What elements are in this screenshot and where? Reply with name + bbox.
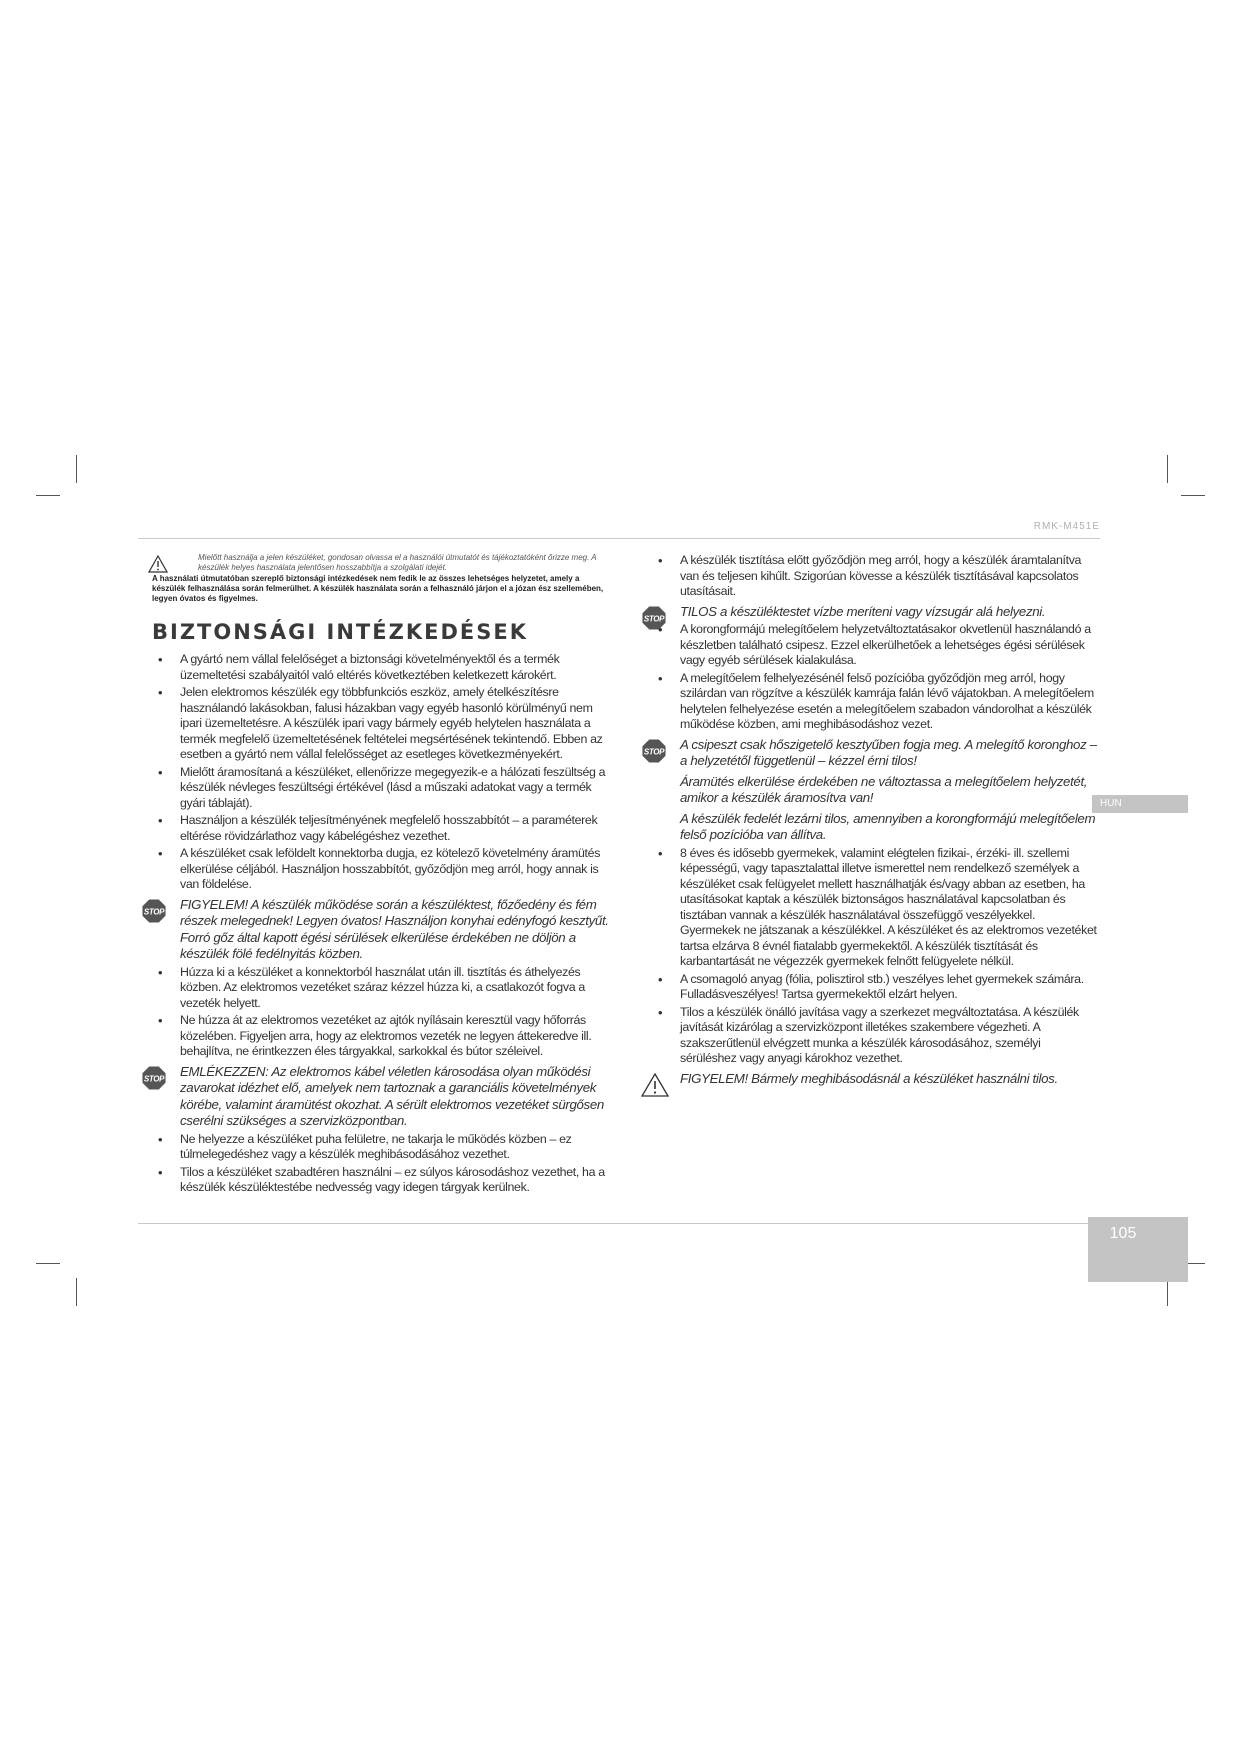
intro-italic-text: Mielőtt használja a jelen készüléket, gondosan olvassa el a használói útmutatót és tájékoztatóként őrizze meg. A készülék helyes használata jelentősen hosszabbítja a szolgálati idejét. bbox=[198, 553, 597, 572]
item-text: FIGYELEM! A készülék működése során a készüléktest, főzőedény és fém részek melegednek! Legyen óvatos! Használjon konyhai edényfogó kesztyűt. Forró gőz által kapott égési sérülések elkerülése érdekében ne döljön a készülék fölé fedélnyitás közben. bbox=[180, 896, 609, 961]
section-title: BIZTONSÁGI INTÉZKEDÉSEK bbox=[152, 620, 528, 644]
stop-sign-label: STOP bbox=[643, 747, 665, 756]
bullet-marker: • bbox=[158, 1013, 163, 1028]
item-text: Jelen elektromos készülék egy többfunkciós eszköz, amely ételkészítésre használandó lakásokban, falusi házakban vagy egyéb hasonló körülményű nem ipari üzemeltetésre. A készülék ipari vagy bármely egyéb helytelen használata a termék megfelelő üzemeltetésének feltételei megsértésének tekintendő. Ebben az esetben a gyártó nem vállal felelősséget az esetleges következményekért. bbox=[180, 685, 603, 761]
italic-note bbox=[652, 774, 1098, 807]
item-text: A csipeszt csak hőszigetelő kesztyűben fogja meg. A melegítő koronghoz – a helyzetétől függetlenül – kézzel érni tilos! bbox=[680, 736, 1097, 768]
bullet-item bbox=[152, 685, 614, 763]
crop-mark bbox=[1167, 1278, 1168, 1306]
bullet-marker: • bbox=[658, 553, 663, 568]
item-text: A melegítőelem felhelyezésénél felső pozícióba győződjön meg arról, hogy szilárdan van rögzítve a készülék kamrája falán lévő vájatokban. A melegítőelem helytelen felhelyezése esetén a melegítőelem szabadon vándorolhat a készülék működése közben, ami meghibásodáshoz vezet. bbox=[680, 670, 1094, 731]
bullet-marker: • bbox=[658, 971, 663, 987]
intro-block bbox=[152, 553, 614, 604]
stop-warning-item bbox=[143, 1063, 614, 1130]
crop-mark bbox=[36, 1263, 60, 1264]
item-text: Használjon a készülék teljesítményének megfelelő hosszabbítót – a paraméterek eltérése rövidzárlathoz vagy kábelégéshez vezethet. bbox=[180, 813, 598, 843]
bullet-marker: • bbox=[658, 622, 663, 637]
warning-triangle-icon bbox=[641, 1073, 669, 1097]
item-text: Áramütés elkerülése érdekében ne változtassa a melegítőelem helyzetét, amikor a készülék áramosítva van! bbox=[680, 773, 1088, 805]
right-column bbox=[643, 553, 1098, 1089]
stop-warning-item bbox=[643, 603, 1098, 623]
crop-mark bbox=[1181, 495, 1205, 496]
stop-sign-label: STOP bbox=[643, 614, 665, 623]
crop-mark bbox=[76, 455, 77, 483]
bullet-item bbox=[652, 846, 1098, 970]
stop-sign-icon bbox=[141, 898, 167, 924]
bullet-marker: • bbox=[158, 685, 163, 700]
bullet-item bbox=[152, 1013, 614, 1060]
bullet-marker: • bbox=[158, 846, 163, 861]
crop-mark bbox=[76, 1278, 77, 1306]
item-text: A gyártó nem vállal felelőséget a biztonsági követelményektől és a termék üzemeltetési szabályaitól való eltérés következtében keletkezett károkért. bbox=[180, 652, 560, 682]
stop-sign-icon bbox=[141, 1065, 167, 1091]
crop-mark bbox=[36, 495, 60, 496]
item-text: Ne helyezze a készüléket puha felületre, ne takarja le működés közben – ez túlmelegedéshez vagy a készülék meghibásodásához vezethet. bbox=[180, 1131, 572, 1161]
bullet-item bbox=[652, 622, 1098, 669]
right-safety-list bbox=[643, 553, 1098, 1087]
language-tab: HUN bbox=[1092, 795, 1188, 813]
stop-sign-label: STOP bbox=[143, 1074, 165, 1083]
bullet-item bbox=[652, 1005, 1098, 1067]
item-text: A készülék tisztítása előtt győződjön meg arról, hogy a készülék áramtalanítva van és teljesen kihűlt. Szigorúan kövesse a készülék tisztításával kapcsolatos utasításait. bbox=[680, 553, 1082, 598]
intro-bold-text: A használati útmutatóban szereplő biztonsági intézkedések nem fedik le az összes lehetséges helyzetet, amely a készülék felhasználása során felmerülhet. A készülék használata során a felhasználó járjon el a józan ész szellemében, legyen óvatos és figyelmes. bbox=[152, 574, 604, 603]
item-text: 8 éves és idősebb gyermekek, valamint elégtelen fizikai-, érzéki- ill. szellemi képességű, vagy tapasztalattal illetve ismerettel nem rendelkező személyek a készüléket csak felügyelet mellett használhatják és/vagy abban az esetben, ha utasításokat kaptak a készülék biztonságos használatával kapcsolatban és tisztában vannak a készülék használatával összefüggő veszélyekkel. Gyermekek ne játszanak a készülékkel. A készüléket és az elektromos vezetéket tartsa elzárva 8 évnél fiatalabb gyermekektől. A készülék tisztítását és karbantartását ne végezzék gyermekek felnőtt felügyelete nélkül. bbox=[680, 845, 1097, 968]
item-text: A csomagoló anyag (fólia, polisztirol stb.) veszélyes lehet gyermekek számára. Fulladásveszélyes! Tartsa gyermekektől elzárt helyen. bbox=[680, 971, 1084, 1001]
bullet-marker: • bbox=[158, 1131, 163, 1147]
item-text: A készülék fedelét lezárni tilos, amennyiben a korongformájú melegítőelem felső pozícióba van állítva. bbox=[680, 810, 1096, 842]
bullet-item bbox=[152, 846, 614, 893]
model-number: RMK-M451E bbox=[1033, 521, 1100, 532]
left-safety-list bbox=[143, 652, 614, 1196]
item-text: TILOS a készüléktestet vízbe meríteni vagy vízsugár alá helyezni. bbox=[680, 603, 1046, 619]
stop-warning-item bbox=[143, 896, 614, 963]
bullet-item bbox=[152, 652, 614, 683]
bullet-item bbox=[652, 972, 1098, 1003]
bullet-marker: • bbox=[158, 964, 163, 980]
bullet-item bbox=[652, 671, 1098, 733]
item-text: A készüléket csak leföldelt konnektorba dugja, ez kötelező követelmény áramütés elkerülése céljából. Használjon hosszabbítót, győződjön meg arról, hogy annak is van földelése. bbox=[180, 846, 601, 891]
bullet-item bbox=[152, 765, 614, 812]
left-column bbox=[143, 553, 614, 1198]
item-text: Húzza ki a készüléket a konnektorból használat után ill. tisztítás és áthelyezés közben. Az elektromos vezetéket száraz kézzel húzza ki, a csatlakozót fogva a vezeték helyett. bbox=[180, 964, 585, 1010]
item-text: Tilos a készüléket szabadtéren használni – ez súlyos károsodáshoz vezethet, ha a készülék készüléktestébe nedvesség vagy idegen tárgyak kerülnek. bbox=[180, 1164, 605, 1194]
item-text: Mielőtt áramosítaná a készüléket, ellenőrizze megegyezik-e a hálózati feszültség a készülék névleges feszültségi értékével (lásd a műszaki adatokat vagy a termék gyári táblaját). bbox=[180, 764, 606, 810]
item-text: FIGYELEM! Bármely meghibásodásnál a készüléket használni tilos. bbox=[680, 1070, 1058, 1086]
item-text: Ne húzza át az elektromos vezetéket az ajtók nyílásain keresztül vagy hőforrás közelében. Figyeljen arra, hogy az elektromos vezeték ne legyen áttekeredve ill. behajlítva, ne érintkezzen éles tárgyakkal, sarkokkal és bútor széleivel. bbox=[180, 1013, 592, 1058]
bullet-marker: • bbox=[658, 845, 663, 861]
bullet-item bbox=[152, 1165, 614, 1196]
item-text: A korongformájú melegítőelem helyzetváltoztatásakor okvetlenül használandó a készletben található csipesz. Ezzel elkerülhetőek a lehetséges égési sérülések vagy egyéb sérülések kialakulása. bbox=[680, 622, 1091, 667]
bullet-item bbox=[152, 1132, 614, 1163]
bullet-item bbox=[152, 965, 614, 1012]
footer-rule bbox=[138, 1223, 1088, 1224]
header-rule bbox=[138, 538, 1100, 539]
bullet-marker: • bbox=[658, 670, 663, 686]
bullet-item bbox=[152, 813, 614, 844]
item-text: EMLÉKEZZEN: Az elektromos kábel véletlen károsodása olyan működési zavarokat idézhet elő, amelyek nem tartoznak a garanciális követelmények körébe, valamint áramütést okozhat. A sérült elektromos vezetéket sürgősen cserélni szükséges a szervizközpontban. bbox=[180, 1063, 604, 1128]
page-number: 105 bbox=[1109, 1225, 1137, 1242]
crop-mark bbox=[1167, 455, 1168, 483]
warning-item bbox=[652, 1071, 1098, 1088]
item-text: Tilos a készülék önálló javítása vagy a szerkezet megváltoztatása. A készülék javítását kizárólag a szervizközpont illetékes szakembere végezheti. A szakszerűtlenül elvégzett munka a készülék károsodásához, személyi sérüléshez vagy anyagi károkhoz vezethet. bbox=[680, 1004, 1079, 1065]
stop-warning-item bbox=[643, 736, 1098, 770]
bullet-item bbox=[652, 553, 1098, 600]
stop-sign-icon bbox=[641, 738, 667, 764]
bullet-marker: • bbox=[658, 1004, 663, 1020]
stop-sign-label: STOP bbox=[143, 907, 165, 916]
italic-note bbox=[652, 811, 1098, 844]
bullet-marker: • bbox=[158, 764, 163, 780]
warning-triangle-icon bbox=[148, 555, 168, 573]
bullet-marker: • bbox=[158, 652, 163, 667]
bullet-marker: • bbox=[158, 1164, 163, 1180]
bullet-marker: • bbox=[158, 813, 163, 828]
page-number-box bbox=[1088, 1217, 1188, 1282]
